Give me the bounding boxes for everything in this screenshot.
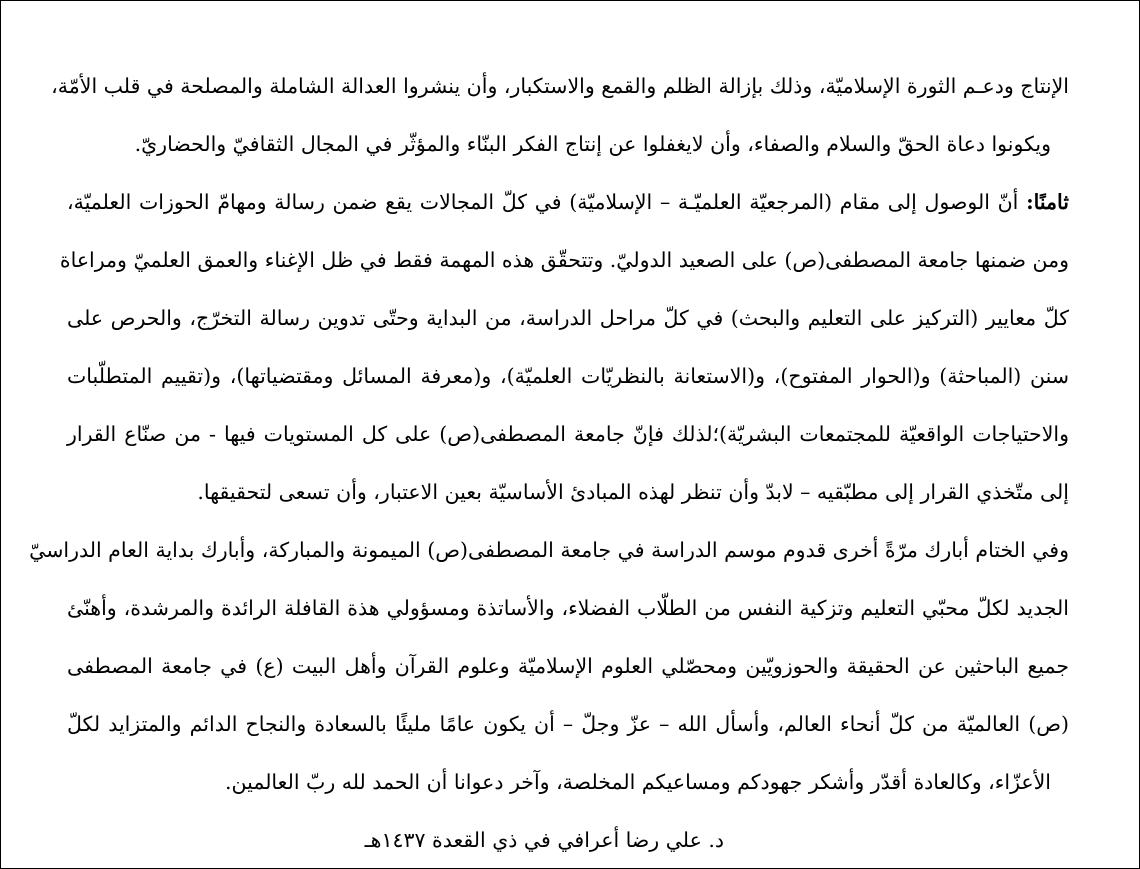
signature: د. علي رضا أعرافي في ذي القعدة ١٤٣٧هـ xyxy=(364,828,724,852)
text-line: وفي الختام أبارك مرّةً أخرى قدوم موسم الدراسة في جامعة المصطفى(ص) الميمونة والمباركة، وأبارك بداية العام الدراسيّ xyxy=(29,538,1069,562)
text-line: جميع الباحثين عن الحقيقة والحوزويّين ومحصّلي العلوم الإسلاميّة وعلوم القرآن وأهل البيت (ع) في جامعة المصطفى xyxy=(67,654,1069,678)
text-line: والاحتياجات الواقعيّة للمجتمعات البشريّة)؛لذلك فإنّ جامعة المصطفى(ص) على كل المستويات فيها - من صنّاع القرار xyxy=(67,422,1069,446)
section-lead: ثامنًا: xyxy=(1026,190,1069,214)
text-line: الجديد لكلّ محبّي التعليم وتزكية النفس من الطلّاب الفضلاء، والأساتذة ومسؤولي هذة القافلة الرائدة والمرشدة، وأهنّئ xyxy=(67,596,1069,620)
text-line: إلى متّخذي القرار إلى مطبّقيه – لابدّ وأن تنظر لهذه المبادئ الأساسيّة بعين الاعتبار، وأن تسعى لتحقيقها. xyxy=(197,480,1069,504)
text-line: الأعزّاء، وكالعادة أقدّر وأشكر جهودكم ومساعيكم المخلصة، وآخر دعوانا أن الحمد لله ربّ العالمين. xyxy=(225,770,1051,794)
section-text: أنّ الوصول إلى مقام (المرجعيّة العلميّـة – الإسلاميّة) في كلّ المجالات يقع ضمن رسالة ومهامّ الحوزات العلميّة، xyxy=(67,190,1027,214)
text-line xyxy=(67,177,1069,235)
text-line: ويكونوا دعاة الحقّ والسلام والصفاء، وأن لايغفلوا عن إنتاج الفكر البنّاء والمؤثّر في المجال الثقافيّ والحضاريّ. xyxy=(134,132,1051,156)
text-line: سنن (المباحثة) و(الحوار المفتوح)، و(الاستعانة بالنظريّات العلميّة)، و(معرفة المسائل ومقتضياتها)، و(تقييم المتطلّبات xyxy=(67,364,1069,388)
text-line: (ص) العالميّة من كلّ أنحاء العالم، وأسأل الله – عزّ وجلّ – أن يكون عامًا مليئًا بالسعادة والنجاح الدائم والمتزايد لكلّ xyxy=(67,712,1069,736)
text-line: كلّ معايير (التركيز على التعليم والبحث) في كلّ مراحل الدراسة، من البداية وحتّى تدوين رسالة التخرّج، والحرص على xyxy=(67,306,1069,330)
body-text xyxy=(29,61,1069,869)
text-line: الإنتاج ودعـم الثورة الإسلاميّة، وذلك بإزالة الظلم والقمع والاستكبار، وأن ينشروا العدالة الشاملة والمصلحة في قلب الأمّة، xyxy=(51,74,1069,98)
text-line: ومن ضمنها جامعة المصطفى(ص) على الصعيد الدوليّ. وتتحقّق هذه المهمة فقط في ظل الإغناء والعمق العلميّ ومراعاة xyxy=(59,248,1069,272)
